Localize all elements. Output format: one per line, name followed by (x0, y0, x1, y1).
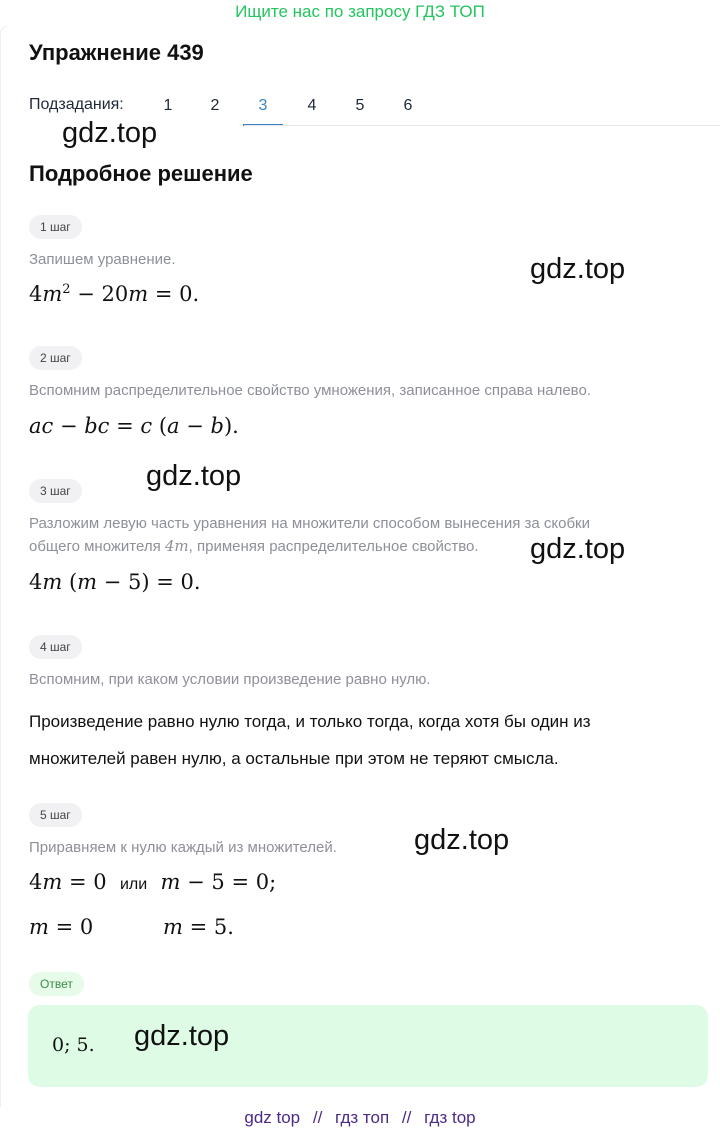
subtask-tab-3[interactable]: 3 (243, 94, 283, 126)
subtask-tab-2[interactable]: 2 (210, 97, 220, 114)
or-word: или (119, 876, 148, 893)
step-4-text: Вспомним, при каком условии произведение равно нулю. (29, 671, 431, 688)
answer-box (28, 1005, 708, 1087)
watermark: gdz.top (134, 1020, 230, 1052)
step-3-badge: 3 шаг (29, 479, 82, 503)
footer-link-3[interactable]: гдз top (424, 1108, 476, 1127)
watermark: gdz.top (530, 533, 626, 565)
subtasks-label: Подзадания: (29, 96, 124, 113)
zero-product-rule: Произведение равно нулю тогда, и только тогда, когда хотя бы один из множителей равен нулю, а остальные при этом не теряют смысла. (29, 712, 591, 768)
step-3-text-b: общего множителя (29, 538, 161, 555)
equation-split: 4m = 0 или m − 5 = 0; (29, 870, 277, 894)
answer-value: 0; 5. (52, 1034, 95, 1056)
step-2-text: Вспомним распределительное свойство умножения, записанное справа налево. (29, 382, 591, 399)
subtask-tab-5[interactable]: 5 (355, 97, 365, 114)
page-title: Упражнение 439 (29, 40, 204, 65)
watermark: gdz.top (530, 253, 626, 285)
step-3-text-c: , применяя распределительное свойство. (188, 538, 479, 555)
subtask-tab-1[interactable]: 1 (163, 97, 173, 114)
step-4-badge: 4 шаг (29, 635, 82, 659)
footer-link-1[interactable]: gdz top (244, 1108, 301, 1127)
footer-separator: // (312, 1108, 323, 1127)
footer-link-2[interactable]: гдз топ (335, 1108, 390, 1127)
answer-badge: Ответ (29, 972, 84, 996)
watermark: gdz.top (146, 460, 242, 492)
root-2: m = 5. (163, 915, 234, 939)
distributive-property: ac − bc = c (a − b). (29, 414, 239, 438)
watermark: gdz.top (62, 117, 158, 149)
step-3-text-a: Разложим левую часть уравнения на множители способом вынесения за скобки (29, 515, 590, 532)
subtask-tab-6[interactable]: 6 (403, 97, 413, 114)
step-1-text: Запишем уравнение. (29, 251, 176, 268)
step-1-badge: 1 шаг (29, 215, 82, 239)
subtask-tab-4[interactable]: 4 (307, 97, 317, 114)
footer-separator: // (401, 1108, 412, 1127)
step-5-badge: 5 шаг (29, 803, 82, 827)
equation-original: $4m^2 - 20m = 0$. (29, 282, 200, 306)
subtasks-divider (244, 125, 720, 126)
footer-links (0, 1108, 720, 1128)
search-banner: Ищите нас по запросу ГДЗ ТОП (235, 2, 485, 21)
step-3-inline-math: 4m (164, 537, 189, 555)
step-2-badge: 2 шаг (29, 346, 82, 370)
card-border (0, 26, 7, 1107)
equation-factored: 4m (m − 5) = 0. (29, 570, 201, 594)
step-5-text: Приравняем к нулю каждый из множителей. (29, 839, 337, 856)
root-1: m = 0 (29, 915, 94, 939)
watermark: gdz.top (414, 824, 510, 856)
section-title: Подробное решение (29, 161, 253, 186)
step-3-text (29, 512, 590, 558)
